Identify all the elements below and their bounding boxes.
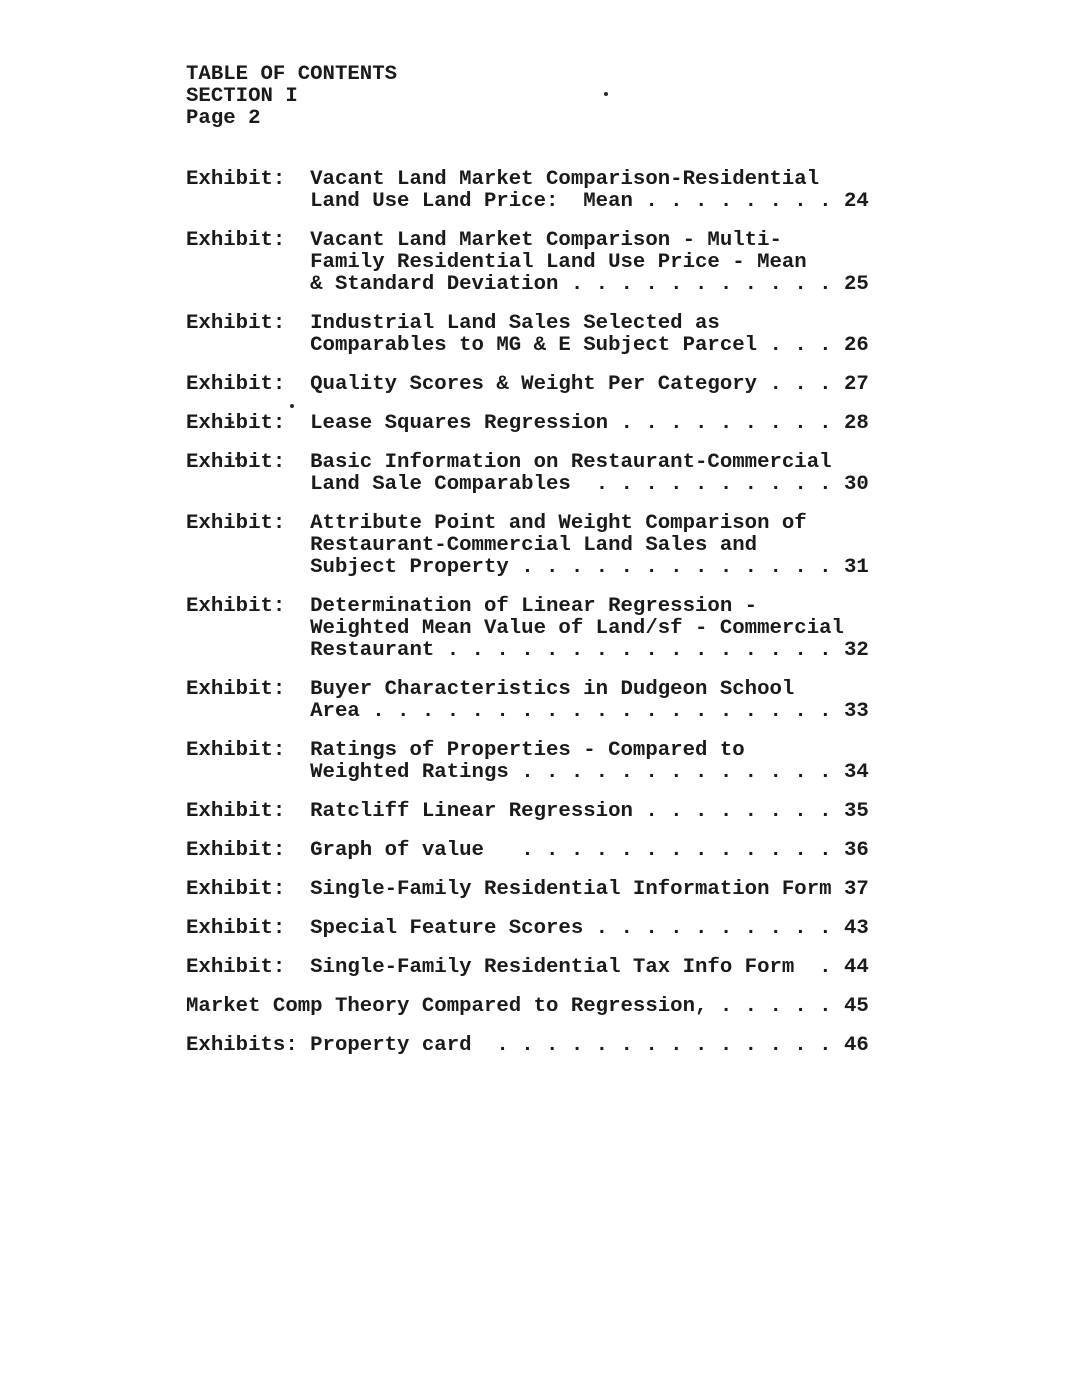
entry-page-number: 46 <box>843 1034 869 1057</box>
dot-leader <box>832 878 844 901</box>
toc-entry <box>186 1035 906 1057</box>
entry-label: Exhibit: <box>186 595 286 618</box>
toc-entry <box>186 957 906 979</box>
entry-title-line: Buyer Characteristics in Dudgeon School <box>310 678 795 701</box>
entry-label: Exhibit: <box>186 168 286 191</box>
entry-title-line <box>310 957 869 979</box>
entry-title-line <box>186 996 869 1018</box>
entry-page-number: 27 <box>843 373 869 396</box>
entry-label: Exhibit: <box>186 312 286 335</box>
entry-label: Exhibit: <box>186 451 286 474</box>
toc-entry <box>186 374 906 396</box>
entry-page-number: 24 <box>843 190 869 213</box>
entry-title-line <box>310 413 869 435</box>
toc-entry <box>186 879 906 901</box>
entry-label: Exhibits: <box>186 1034 298 1057</box>
entry-title-text: Lease Squares Regression <box>310 412 609 435</box>
entry-title-line <box>310 191 869 213</box>
toc-entry <box>186 452 906 496</box>
entry-page-number: 34 <box>843 761 869 784</box>
dot-leader: . . . . . . . . . . . . . <box>483 839 844 862</box>
entry-label: Exhibit: <box>186 373 286 396</box>
doc-title: TABLE OF CONTENTS <box>186 63 398 86</box>
entry-page-number: 44 <box>843 956 869 979</box>
entry-title-text: & Standard Deviation <box>310 273 559 296</box>
dot-leader: . . . . . . . . . . . <box>558 273 844 296</box>
entry-title-text: Quality Scores & Weight Per Category <box>310 373 758 396</box>
entry-title-text: Single-Family Residential Information Form <box>310 878 832 901</box>
entry-label: Exhibit: <box>186 739 286 762</box>
entry-title-text: Area <box>310 700 360 723</box>
dot-leader: . . . . . . . . . . . . . . <box>471 1034 844 1057</box>
entry-title-text: Market Comp Theory Compared to Regression, <box>186 995 708 1018</box>
toc-entry <box>186 679 906 723</box>
entry-page-number: 32 <box>843 639 869 662</box>
entry-title-text: Subject Property <box>310 556 509 579</box>
toc-entry <box>186 840 906 862</box>
dot-leader: . <box>794 956 844 979</box>
entry-page-number: 35 <box>843 800 869 823</box>
entry-title-text: Single-Family Residential Tax Info Form <box>310 956 795 979</box>
entry-title-text: Weighted Ratings <box>310 761 509 784</box>
entry-page-number: 36 <box>843 839 869 862</box>
entry-label: Exhibit: <box>186 512 286 535</box>
entry-page-number: 43 <box>843 917 869 940</box>
entry-title-line <box>310 918 869 940</box>
dot-leader: . . . . . . . . <box>632 800 844 823</box>
entry-page-number: 31 <box>843 556 869 579</box>
entry-page-number: 33 <box>843 700 869 723</box>
entry-label: Exhibit: <box>186 956 286 979</box>
entry-title-text: Special Feature Scores <box>310 917 584 940</box>
entry-title-text: Restaurant <box>310 639 435 662</box>
entry-title-text: Comparables to MG & E Subject Parcel <box>310 334 758 357</box>
toc-entry <box>186 918 906 940</box>
dot-leader: . . . . . . . . . . . . . . . . <box>434 639 844 662</box>
entry-title-line: Attribute Point and Weight Comparison of <box>310 512 807 535</box>
entry-page-number: 25 <box>843 273 869 296</box>
entry-label: Exhibit: <box>186 678 286 701</box>
toc-entry <box>186 313 906 357</box>
entry-title-line <box>310 557 869 579</box>
doc-section: SECTION I <box>186 85 298 108</box>
toc-entry <box>186 740 906 784</box>
dot-leader: . . . . . . . . . <box>608 412 844 435</box>
entry-title-line: Restaurant-Commercial Land Sales and <box>310 534 758 557</box>
entry-title-text: Land Use Land Price: Mean <box>310 190 633 213</box>
dot-leader: . . . . . . . . . . <box>570 473 844 496</box>
page-header <box>186 64 906 130</box>
entry-title-line <box>310 374 869 396</box>
dot-leader: . . . <box>757 334 844 357</box>
entry-title-line <box>310 474 869 496</box>
entry-page-number: 37 <box>843 878 869 901</box>
entry-title-line <box>310 1035 869 1057</box>
entry-title-line <box>310 840 869 862</box>
dot-leader: . . . . . . . . <box>632 190 844 213</box>
toc-entry <box>186 596 906 662</box>
entry-label: Exhibit: <box>186 412 286 435</box>
entry-label: Exhibit: <box>186 917 286 940</box>
entry-title-line <box>310 762 869 784</box>
toc-entry <box>186 169 906 213</box>
entry-title-line: Family Residential Land Use Price - Mean <box>310 251 807 274</box>
doc-page-label: Page 2 <box>186 107 261 130</box>
entry-page-number: 45 <box>843 995 869 1018</box>
entry-label: Exhibit: <box>186 800 286 823</box>
entry-title-text: Property card <box>310 1034 472 1057</box>
entry-title-line <box>310 879 869 901</box>
entry-page-number: 26 <box>843 334 869 357</box>
entry-title-text: Land Sale Comparables <box>310 473 571 496</box>
entry-page-number: 30 <box>843 473 869 496</box>
entry-title-text: Ratcliff Linear Regression <box>310 800 633 823</box>
dot-leader: . . . . . <box>707 995 844 1018</box>
entry-title-line <box>310 274 869 296</box>
entry-title-line <box>310 640 869 662</box>
entry-title-line: Determination of Linear Regression - <box>310 595 758 618</box>
entry-label: Exhibit: <box>186 839 286 862</box>
entry-label: Exhibit: <box>186 878 286 901</box>
dot-leader: . . . . . . . . . . <box>583 917 844 940</box>
entry-title-line: Vacant Land Market Comparison - Multi- <box>310 229 782 252</box>
toc-entry <box>186 801 906 823</box>
entry-title-line: Basic Information on Restaurant-Commercial <box>310 451 832 474</box>
entry-label: Exhibit: <box>186 229 286 252</box>
entry-title-line: Weighted Mean Value of Land/sf - Commercial <box>310 617 844 640</box>
entry-title-line <box>310 801 869 823</box>
dot-leader: . . . . . . . . . . . . . . . . . . . <box>359 700 844 723</box>
toc-list <box>186 169 906 1057</box>
dot-leader: . . . <box>757 373 844 396</box>
dot-leader: . . . . . . . . . . . . . <box>508 761 844 784</box>
entry-title-line <box>310 701 869 723</box>
toc-entry <box>186 996 906 1018</box>
entry-title-line: Vacant Land Market Comparison-Residential <box>310 168 820 191</box>
entry-page-number: 28 <box>843 412 869 435</box>
dot-leader: . . . . . . . . . . . . . <box>508 556 844 579</box>
toc-entry <box>186 513 906 579</box>
toc-entry <box>186 230 906 296</box>
entry-title-text: Graph of value <box>310 839 484 862</box>
entry-title-line <box>310 335 869 357</box>
page-content <box>186 64 906 1057</box>
toc-entry <box>186 413 906 435</box>
entry-title-line: Industrial Land Sales Selected as <box>310 312 720 335</box>
entry-title-line: Ratings of Properties - Compared to <box>310 739 745 762</box>
